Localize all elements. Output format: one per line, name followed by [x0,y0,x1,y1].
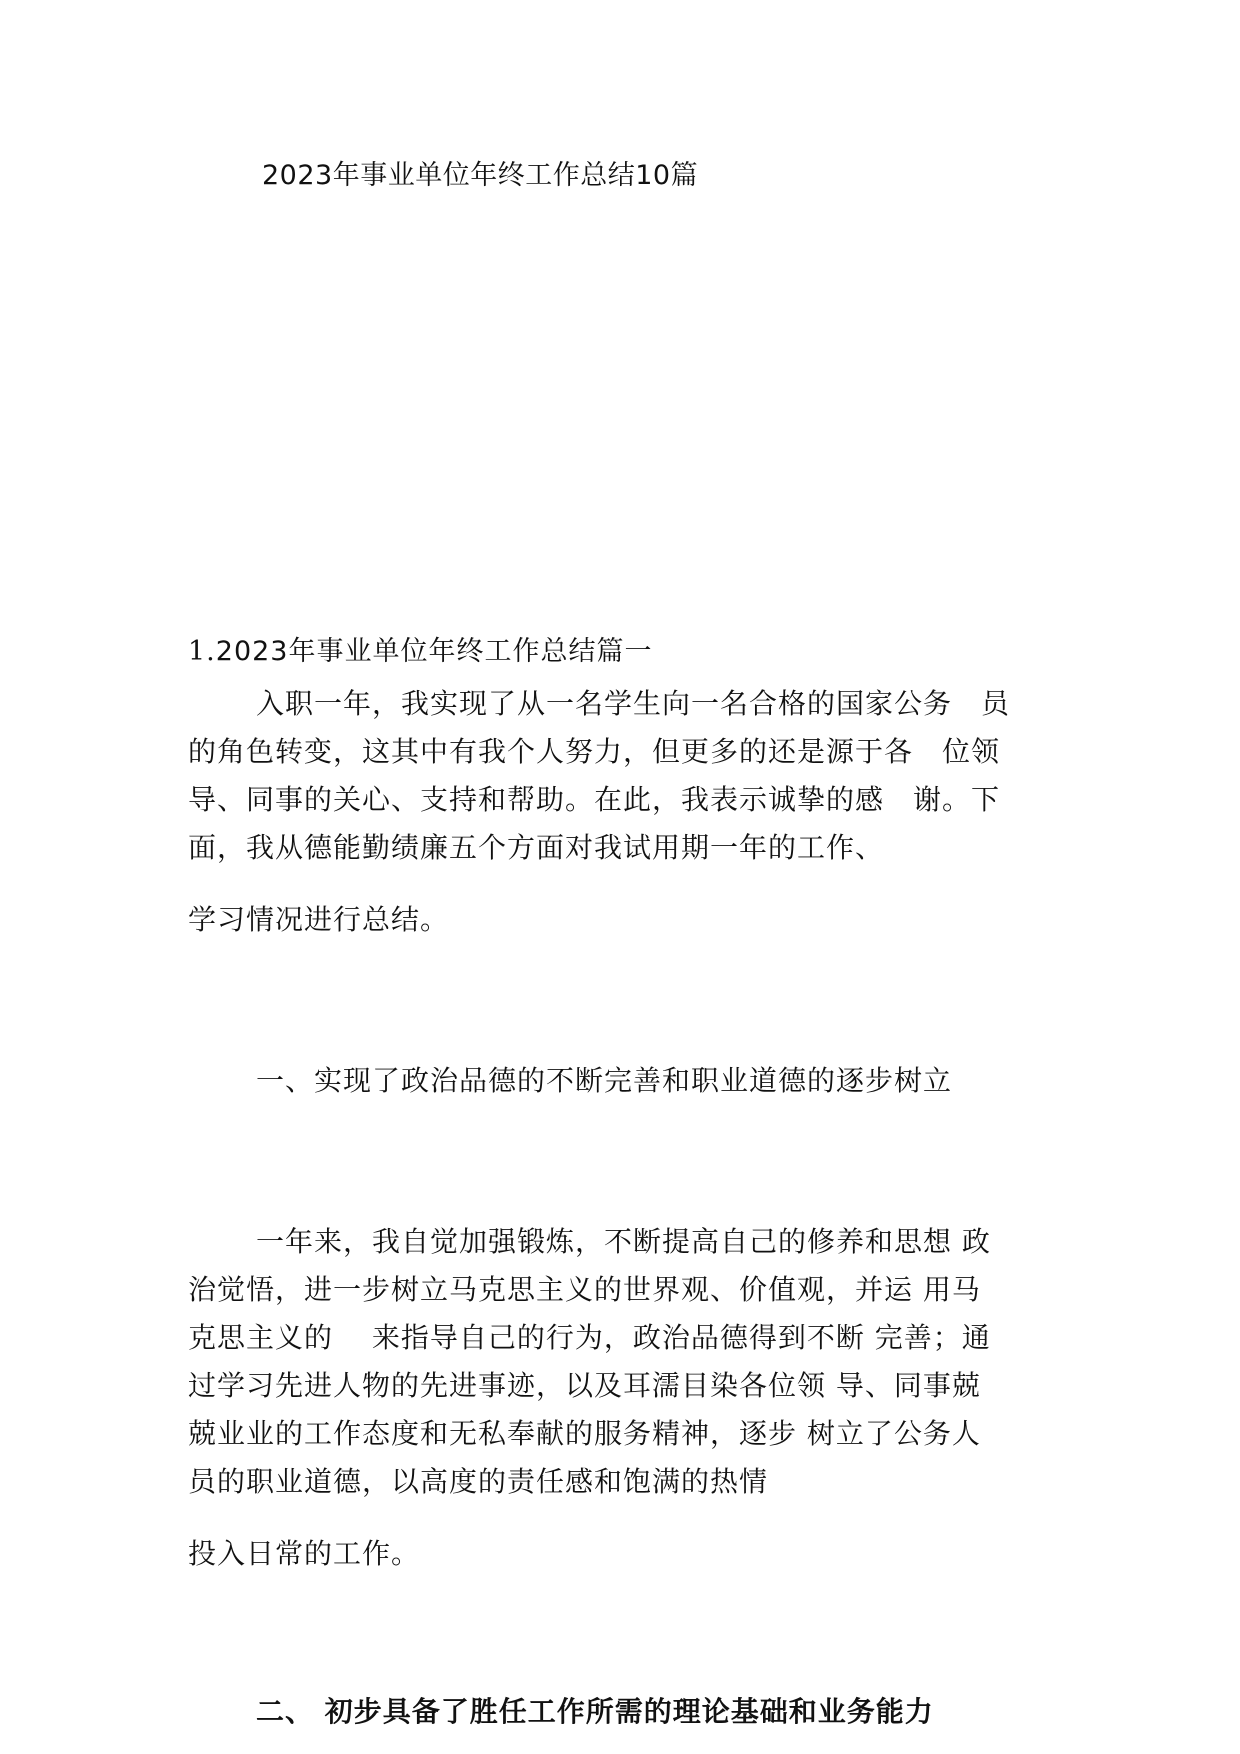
para1-line-2: 治觉悟，进一步树立马克思主义的世界观、价值观，并运 用马 [188,1273,981,1306]
heading-2: 二、 初步具备了胜任工作所需的理论基础和业务能力 [256,1695,934,1728]
intro-line-5: 学习情况进行总结。 [188,903,450,936]
section-title-text: 2023年事业单位年终工作总结篇一 [215,636,653,667]
intro-line-4: 面，我从德能勤绩廉五个方面对我试用期一年的工作、 [188,831,885,864]
para1-line-5: 兢业业的工作态度和无私奉献的服务精神，逐步 树立了公务人 [188,1417,981,1450]
para1-line-3: 克思主义的 来指导自己的行为，政治品德得到不断 完善；通 [188,1321,991,1354]
para1-line-4: 过学习先进人物的先进事迹，以及耳濡目染各位领 导、同事兢 [188,1369,981,1402]
heading-1: 一、实现了政治品德的不断完善和职业道德的逐步树立 [256,1064,953,1097]
para1-line-6: 员的职业道德，以高度的责任感和饱满的热情 [188,1465,769,1498]
document-title: 2023年事业单位年终工作总结10篇 [262,160,699,191]
intro-line-2: 的角色转变，这其中有我个人努力，但更多的还是源于各 位领 [188,735,1001,768]
para1-line-7: 投入日常的工作。 [188,1537,421,1570]
section-number: 1. [188,636,216,667]
section-title [188,628,652,676]
intro-line-3: 导、同事的关心、支持和帮助。在此，我表示诚挚的感 谢。下 [188,783,1001,816]
para1-line-1: 一年来，我自觉加强锻炼，不断提高自己的修养和思想 政 [256,1225,991,1258]
intro-line-1: 入职一年，我实现了从一名学生向一名合格的国家公务 员 [256,687,1011,720]
